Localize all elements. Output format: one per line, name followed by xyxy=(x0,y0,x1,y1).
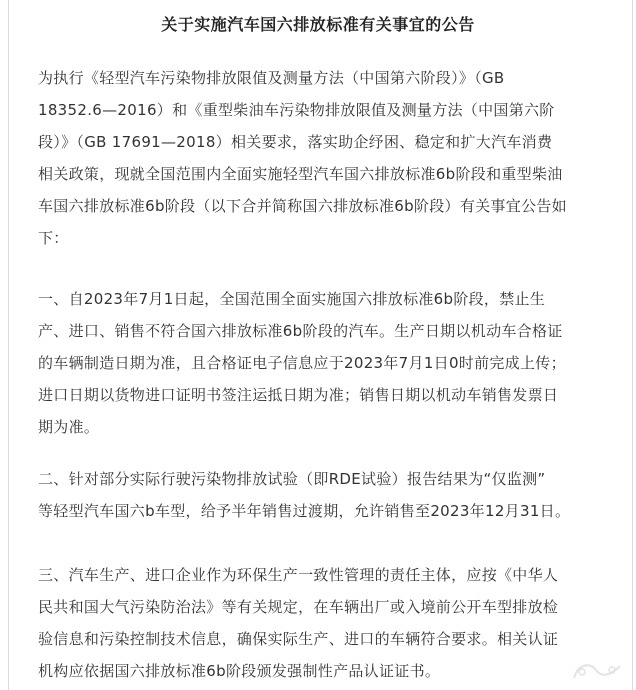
intro-line: 18352.6—2016）和《重型柴油车污染物排放限值及测量方法（中国第六阶 xyxy=(38,101,555,119)
item-2-line: 二、针对部分实际行驶污染物排放试验（即RDE试验）报告结果为“仅监测” xyxy=(38,470,546,488)
intro-paragraph xyxy=(38,62,604,254)
intro-line: 相关政策，现就全国范围内全面实施轻型汽车国六排放标准6b阶段和重型柴油 xyxy=(38,165,563,183)
intro-line: 车国六排放标准6b阶段（以下合并简称国六排放标准6b阶段）有关事宜公告如 xyxy=(38,197,567,215)
item-2-paragraph xyxy=(38,463,604,527)
item-1-line: 一、自2023年7月1日起，全国范围全面实施国六排放标准6b阶段，禁止生 xyxy=(38,290,546,308)
item-1-line: 进口日期以货物进口证明书签注运抵日期为准；销售日期以机动车销售发票日 xyxy=(38,386,559,404)
item-1-line: 的车辆制造日期为准，且合格证电子信息应于2023年7月1日0时前完成上传； xyxy=(38,354,566,372)
item-1-line: 期为准。 xyxy=(38,418,100,436)
item-3-line: 机构应依据国六排放标准6b阶段颁发强制性产品认证证书。 xyxy=(38,662,441,680)
intro-line: 段）》（GB 17691—2018）相关要求，落实助企纾困、稳定和扩大汽车消费 xyxy=(38,133,553,151)
item-2-line: 等轻型汽车国六b车型，给予半年销售过渡期，允许销售至2023年12月31日。 xyxy=(38,502,571,520)
intro-line: 为执行《轻型汽车污染物排放限值及测量方法（中国第六阶段）》（GB xyxy=(38,69,505,87)
item-3-line: 民共和国大气污染防治法》等有关规定，在车辆出厂或入境前公开车型排放检 xyxy=(38,598,559,616)
item-3-paragraph xyxy=(38,559,604,687)
item-3-line: 三、汽车生产、进口企业作为环保生产一致性管理的责任主体，应按《中华人 xyxy=(38,566,559,584)
intro-line: 下： xyxy=(38,229,69,247)
article-title: 关于实施汽车国六排放标准有关事宜的公告 xyxy=(161,15,475,34)
watermark-logo-icon xyxy=(568,658,628,684)
item-1-line: 产、进口、销售不符合国六排放标准6b阶段的汽车。生产日期以机动车合格证 xyxy=(38,322,563,340)
item-3-line: 验信息和污染控制技术信息，确保实际生产、进口的车辆符合要求。相关认证 xyxy=(38,630,559,648)
item-1-paragraph xyxy=(38,283,604,443)
